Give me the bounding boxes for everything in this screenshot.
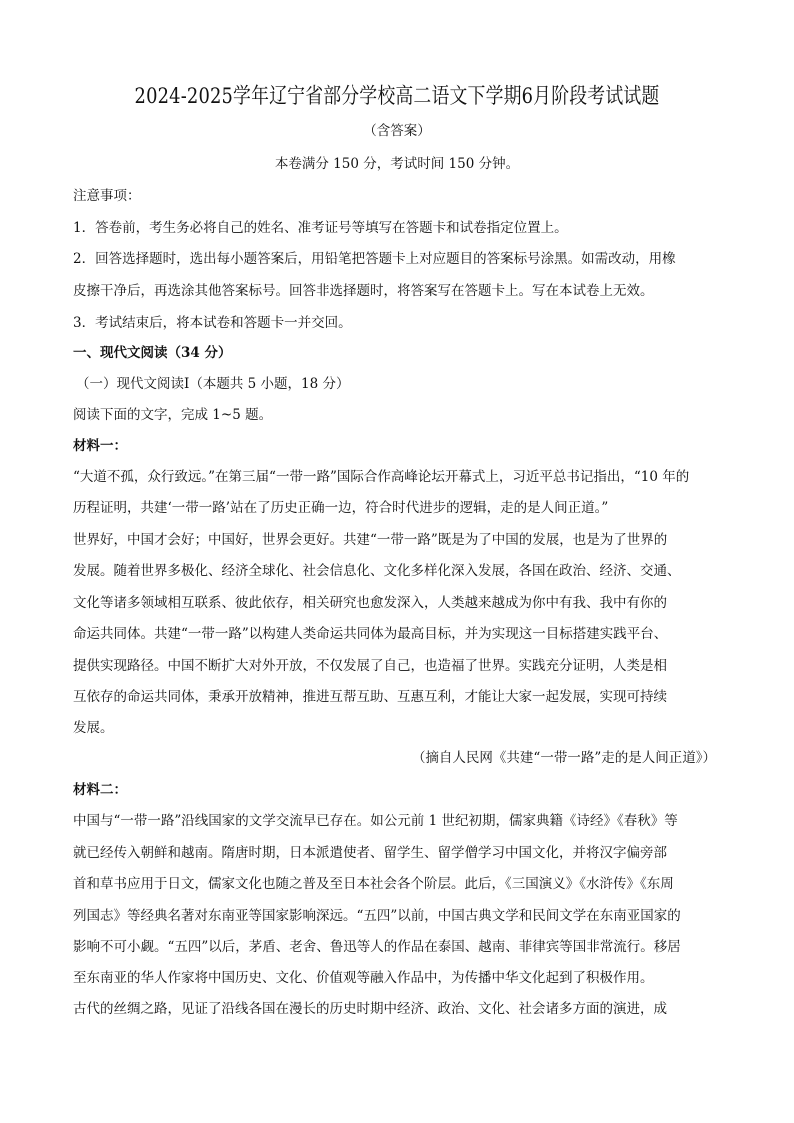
- exam-title: 2024-2025学年辽宁省部分学校高二语文下学期6月阶段考试试题: [134, 84, 660, 109]
- material-2-line: 列国志》等经典名著对东南亚等国家影响深远。“五四”以前，中国古典文学和民间文学在东南亚国家的: [73, 908, 681, 924]
- answer-note: （含答案）: [363, 123, 431, 139]
- material-2-line: 中国与“一带一路”沿线国家的文学交流早已存在。如公元前 1 世纪初期，儒家典籍《诗经》《春秋》等: [73, 813, 678, 829]
- notice-item-2-line-1: 2．回答选择题时，选出每小题答案后，用铅笔把答题卡上对应题目的答案标号涂黑。如需改动，用橡: [73, 251, 676, 267]
- material-1-line: 提供实现路径。中国不断扩大对外开放，不仅发展了自己，也造福了世界。实践充分证明，人类是相: [73, 658, 667, 674]
- notice-item-2-line-2: 皮擦干净后，再选涂其他答案标号。回答非选择题时，将答案写在答题卡上。写在本试卷上无效。: [73, 283, 654, 299]
- section-heading: 一、现代文阅读（34 分）: [73, 345, 232, 361]
- material-2-line: 古代的丝绸之路，见证了沿线各国在漫长的历史时期中经济、政治、文化、社会诸多方面的演进，成: [73, 1001, 667, 1017]
- material-2-line: 影响不可小觑。“五四”以后，茅盾、老舍、鲁迅等人的作品在泰国、越南、菲律宾等国非常流行。移居: [73, 939, 681, 955]
- material-1-line: 互依存的命运共同体，秉承开放精神，推进互帮互助、互惠互利，才能让大家一起发展，实现可持续: [73, 689, 667, 705]
- material-1-line: 文化等诸多领域相互联系、彼此依存，相关研究也愈发深入，人类越来越成为你中有我、我中有你的: [73, 595, 667, 611]
- material-2-line: 首和草书应用于日文，儒家文化也随之普及至日本社会各个阶层。此后，《三国演义》《水浒传》《东周: [73, 876, 674, 892]
- material-2-label: 材料二：: [73, 782, 127, 798]
- material-1-line: “大道不孤，众行致远。”在第三届“一带一路”国际合作高峰论坛开幕式上，习近平总书记指出，“10 年的: [73, 469, 690, 485]
- material-1-line: 发展。随着世界多极化、经济全球化、社会信息化、文化多样化深入发展，各国在政治、经济、交通、: [73, 563, 681, 579]
- material-1-line: 历程证明，共建‘一带一路’站在了历史正确一边，符合时代进步的逻辑，走的是人间正道。”: [73, 500, 609, 516]
- material-1-source: （摘自人民网《共建“一带一路”走的是人间正道》）: [411, 750, 716, 766]
- material-1-label: 材料一：: [73, 438, 127, 454]
- subsection-heading: （一）现代文阅读Ⅰ（本题共 5 小题，18 分）: [76, 376, 350, 392]
- material-2-line: 就已经传入朝鲜和越南。隋唐时期，日本派遣使者、留学生、留学僧学习中国文化，并将汉字偏旁部: [73, 845, 667, 861]
- material-2-line: 至东南亚的华人作家将中国历史、文化、价值观等融入作品中，为传播中华文化起到了积极作用。: [73, 970, 654, 986]
- material-1-line: 世界好，中国才会好；中国好，世界会更好。共建“一带一路”既是为了中国的发展，也是为了世界的: [73, 532, 668, 548]
- notice-heading: 注意事项：: [73, 188, 141, 204]
- reading-instruction: 阅读下面的文字，完成 1~5 题。: [73, 407, 273, 423]
- material-1-line: 命运共同体。共建“一带一路”以构建人类命运共同体为最高目标，并为实现这一目标搭建实践平台、: [73, 626, 668, 642]
- notice-item-3: 3．考试结束后，将本试卷和答题卡一并交回。: [73, 315, 352, 331]
- notice-item-1: 1．答卷前，考生务必将自己的姓名、准考证号等填写在答题卡和试卷指定位置上。: [73, 220, 568, 236]
- material-1-line: 发展。: [73, 720, 114, 736]
- score-info: 本卷满分 150 分，考试时间 150 分钟。: [274, 156, 520, 172]
